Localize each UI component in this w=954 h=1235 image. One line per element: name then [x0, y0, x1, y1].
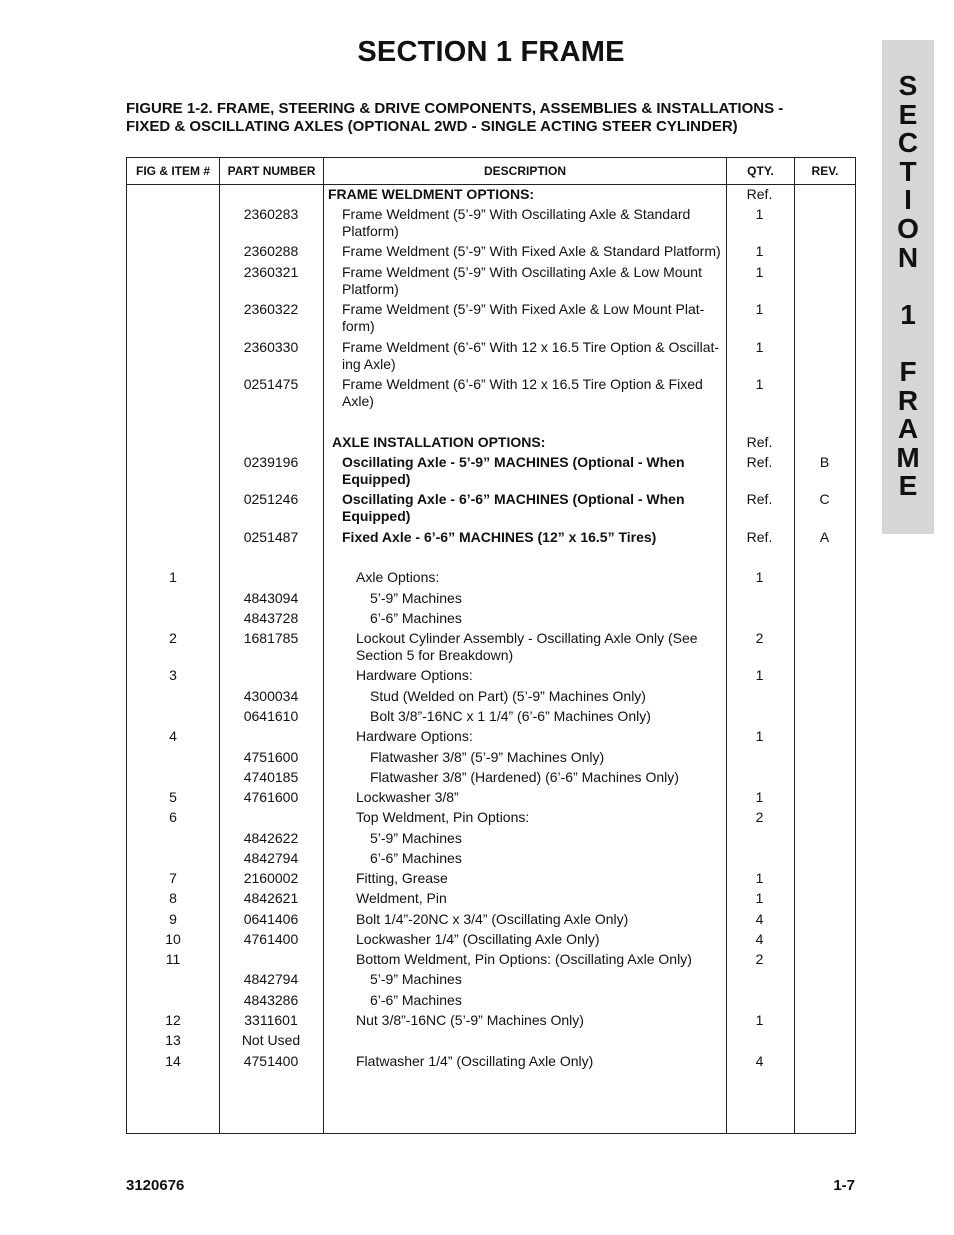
cell-fig-item: 7 — [169, 870, 177, 886]
table-row — [127, 992, 855, 1012]
cell-qty: Ref. — [746, 434, 773, 450]
cell-description: Stud (Welded on Part) (5’-9” Machines Only) — [370, 688, 646, 704]
cell-description: Oscillating Axle - 5’-9” MACHINES (Optional - When Equipped) — [342, 454, 685, 487]
table-row — [127, 890, 855, 911]
cell-description: 6’-6” Machines — [370, 850, 462, 866]
cell-fig-item: 13 — [165, 1032, 181, 1048]
header-description: DESCRIPTION — [483, 164, 566, 178]
cell-description: Frame Weldment (5’-9” With Oscillating Axle & Standard Platform) — [342, 206, 691, 239]
table-row — [127, 830, 855, 850]
table-row — [127, 264, 855, 301]
cell-description: Fitting, Grease — [356, 870, 448, 886]
cell-description: Weldment, Pin — [356, 890, 447, 906]
table-row — [127, 1053, 855, 1073]
table-row — [127, 667, 855, 688]
cell-qty: 2 — [755, 630, 764, 646]
cell-qty: Ref. — [746, 491, 773, 507]
header-fig-item: FIG & ITEM # — [135, 164, 210, 178]
table-row — [127, 971, 855, 992]
cell-qty: 1 — [755, 339, 764, 355]
cell-part-number: 4740185 — [243, 769, 299, 785]
cell-fig-item: 2 — [169, 630, 177, 646]
section-tab — [882, 40, 934, 534]
table-row — [127, 688, 855, 708]
cell-fig-item: 14 — [165, 1053, 181, 1069]
parts-table — [126, 157, 856, 1134]
cell-part-number: 0239196 — [243, 454, 299, 470]
cell-fig-item: 5 — [169, 789, 177, 805]
figure-caption-line-2: FIXED & OSCILLATING AXLES (OPTIONAL 2WD - SINGLE ACTING STEER CYLINDER) — [126, 118, 738, 135]
cell-qty: 2 — [755, 809, 764, 825]
cell-fig-item: 10 — [165, 931, 181, 947]
cell-description: AXLE INSTALLATION OPTIONS: — [332, 434, 546, 450]
section-tab-label: S E C T I O N 1 F R A M E — [896, 70, 920, 502]
table-row — [127, 870, 855, 890]
header-rev: REV. — [811, 164, 839, 178]
cell-part-number: 4300034 — [243, 688, 299, 704]
cell-fig-item: 11 — [165, 951, 181, 967]
table-row — [127, 789, 855, 809]
table-row — [127, 434, 855, 454]
table-body — [127, 186, 855, 1073]
cell-description: Bottom Weldment, Pin Options: (Oscillating Axle Only) — [356, 951, 692, 967]
cell-description: Oscillating Axle - 6’-6” MACHINES (Optional - When Equipped) — [342, 491, 685, 524]
header-divider — [127, 184, 855, 185]
cell-qty: 1 — [755, 376, 764, 392]
cell-part-number: 2360322 — [243, 301, 299, 317]
cell-part-number: 4842794 — [243, 850, 299, 866]
table-row — [127, 243, 855, 264]
cell-part-number: 4843286 — [243, 992, 299, 1008]
cell-qty: 1 — [755, 301, 764, 317]
cell-part-number: 0251475 — [243, 376, 299, 392]
cell-part-number: 1681785 — [243, 630, 299, 646]
table-row — [127, 569, 855, 590]
cell-qty: Ref. — [746, 186, 773, 202]
cell-qty: 1 — [755, 206, 764, 222]
table-row — [127, 1032, 855, 1053]
cell-part-number: 4751400 — [243, 1053, 299, 1069]
table-row — [127, 186, 855, 206]
cell-description: Axle Options: — [356, 569, 440, 585]
cell-qty: 1 — [755, 243, 764, 259]
cell-part-number: 4751600 — [243, 749, 299, 765]
table-row — [127, 630, 855, 667]
cell-qty: 1 — [755, 789, 764, 805]
cell-part-number: 4843094 — [243, 590, 299, 606]
cell-part-number: 0641610 — [243, 708, 299, 724]
table-row — [127, 610, 855, 630]
cell-fig-item: 9 — [169, 911, 177, 927]
cell-rev: A — [819, 529, 830, 545]
cell-part-number: 2360283 — [243, 206, 299, 222]
cell-part-number: 4761600 — [243, 789, 299, 805]
cell-qty: 4 — [755, 931, 764, 947]
table-row — [127, 749, 855, 769]
cell-part-number: 3311601 — [244, 1012, 298, 1028]
cell-qty: 4 — [755, 911, 764, 927]
cell-description: Nut 3/8”-16NC (5’-9” Machines Only) — [356, 1012, 584, 1028]
cell-part-number: 0251246 — [243, 491, 299, 507]
table-row — [127, 529, 855, 569]
cell-fig-item: 3 — [169, 667, 177, 683]
cell-part-number: 4842794 — [243, 971, 299, 987]
table-row — [127, 590, 855, 610]
table-row — [127, 951, 855, 971]
cell-description: Flatwasher 3/8” (Hardened) (6’-6” Machines Only) — [370, 769, 679, 785]
cell-part-number: 4842621 — [243, 890, 299, 906]
cell-description: Top Weldment, Pin Options: — [356, 809, 530, 825]
cell-description: 6’-6” Machines — [370, 610, 462, 626]
table-row — [127, 491, 855, 529]
cell-part-number: 4843728 — [243, 610, 299, 626]
cell-description: Frame Weldment (6’-6” With 12 x 16.5 Tire Option & Fixed Axle) — [342, 376, 703, 409]
page-number: 1-7 — [833, 1177, 855, 1194]
cell-fig-item: 12 — [165, 1012, 181, 1028]
table-row — [127, 708, 855, 728]
cell-description: Lockout Cylinder Assembly - Oscillating Axle Only (See Section 5 for Breakdown) — [356, 630, 698, 663]
cell-qty: 1 — [755, 728, 764, 744]
cell-fig-item: 4 — [169, 728, 177, 744]
figure-caption — [126, 100, 866, 136]
figure-caption-line-1: FIGURE 1-2. FRAME, STEERING & DRIVE COMPONENTS, ASSEMBLIES & INSTALLATIONS - — [126, 100, 784, 117]
cell-qty: Ref. — [746, 454, 773, 470]
cell-description: Bolt 3/8”-16NC x 1 1/4” (6’-6” Machines Only) — [370, 708, 651, 724]
cell-part-number: 2160002 — [243, 870, 299, 886]
table-row — [127, 301, 855, 339]
cell-description: Lockwasher 3/8” — [356, 789, 459, 805]
cell-part-number: 4842622 — [243, 830, 299, 846]
cell-part-number: 2360321 — [243, 264, 299, 280]
table-row — [127, 339, 855, 376]
cell-fig-item: 1 — [169, 569, 177, 585]
table-row — [127, 376, 855, 434]
table-row — [127, 206, 855, 243]
cell-qty: 1 — [755, 1012, 764, 1028]
header-part-number: PART NUMBER — [227, 164, 316, 178]
cell-description: FRAME WELDMENT OPTIONS: — [328, 186, 535, 202]
table-row — [127, 454, 855, 491]
table-row — [127, 809, 855, 830]
table-row — [127, 911, 855, 931]
cell-qty: 1 — [755, 890, 764, 906]
cell-description: Fixed Axle - 6’-6” MACHINES (12” x 16.5” Tires) — [342, 529, 657, 545]
cell-description: Frame Weldment (5’-9” With Fixed Axle & Low Mount Plat-form) — [342, 301, 705, 334]
cell-rev: C — [819, 491, 830, 507]
cell-fig-item: 6 — [169, 809, 177, 825]
cell-description: Flatwasher 1/4” (Oscillating Axle Only) — [356, 1053, 594, 1069]
table-row — [127, 850, 855, 870]
cell-part-number: 2360288 — [243, 243, 299, 259]
document-number: 3120676 — [126, 1177, 185, 1194]
cell-fig-item: 8 — [169, 890, 177, 906]
cell-description: 5’-9” Machines — [370, 830, 462, 846]
cell-qty: 1 — [755, 667, 764, 683]
cell-description: Bolt 1/4”-20NC x 3/4” (Oscillating Axle Only) — [356, 911, 629, 927]
page-title: SECTION 1 FRAME — [357, 36, 625, 68]
table-row — [127, 769, 855, 789]
cell-description: Frame Weldment (5’-9” With Oscillating Axle & Low Mount Platform) — [342, 264, 702, 297]
table-row — [127, 728, 855, 749]
cell-qty: Ref. — [746, 529, 773, 545]
table-row — [127, 1012, 855, 1032]
cell-description: Frame Weldment (6’-6” With 12 x 16.5 Tire Option & Oscillat-ing Axle) — [342, 339, 720, 372]
cell-description: Lockwasher 1/4” (Oscillating Axle Only) — [356, 931, 600, 947]
cell-description: Hardware Options: — [356, 667, 473, 683]
cell-description: 5’-9” Machines — [370, 590, 462, 606]
table-row — [127, 931, 855, 951]
cell-description: 5’-9” Machines — [370, 971, 462, 987]
cell-qty: 1 — [755, 870, 764, 886]
cell-qty: 2 — [755, 951, 764, 967]
cell-part-number: 0251487 — [243, 529, 299, 545]
cell-description: Frame Weldment (5’-9” With Fixed Axle & Standard Platform) — [342, 243, 721, 259]
cell-part-number: Not Used — [241, 1032, 301, 1048]
cell-part-number: 0641406 — [243, 911, 299, 927]
cell-rev: B — [819, 454, 830, 470]
cell-description: 6’-6” Machines — [370, 992, 462, 1008]
cell-qty: 1 — [755, 569, 764, 585]
cell-part-number: 4761400 — [243, 931, 299, 947]
header-qty: QTY. — [747, 164, 774, 178]
cell-description: Flatwasher 3/8” (5’-9” Machines Only) — [370, 749, 605, 765]
cell-qty: 4 — [755, 1053, 764, 1069]
cell-part-number: 2360330 — [243, 339, 299, 355]
cell-description: Hardware Options: — [356, 728, 473, 744]
cell-qty: 1 — [755, 264, 764, 280]
